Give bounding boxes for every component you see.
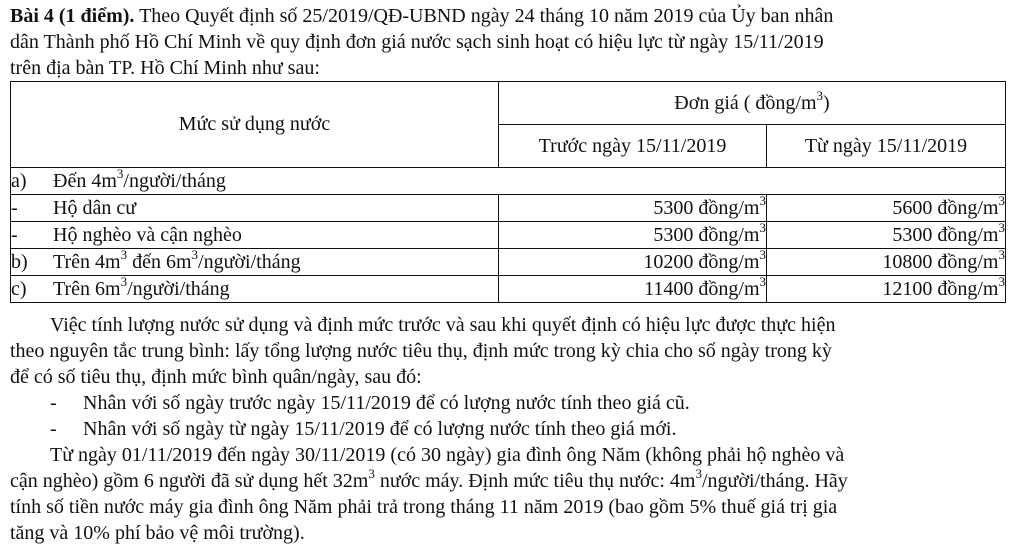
bullet-item: - Nhân với số ngày trước ngày 15/11/2019 để có lượng nước tính theo giá cũ. (50, 392, 690, 414)
intro-line-1: Theo Quyết định số 25/2019/QĐ-UBND ngày 24 tháng 10 năm 2019 của Ủy ban nhân (134, 5, 834, 27)
price-after: 5300 đồng/$m^3$ (767, 222, 1006, 249)
header-from-date: Từ ngày 15/11/2019 (767, 125, 1006, 168)
row-label: - Hộ dân cư (11, 195, 499, 222)
price-before: 10200 đồng/$m^3$ (499, 249, 767, 276)
intro-line-2: dân Thành phố Hồ Chí Minh về quy định đơn giá nước sạch sinh hoạt có hiệu lực từ ngày 15/11/2019 (10, 31, 824, 53)
price-before: 5300 đồng/$m^3$ (499, 222, 767, 249)
row-label: - Hộ nghèo và cận nghèo (11, 222, 499, 249)
paragraph-rules: Việc tính lượng nước sử dụng và định mức trước và sau khi quyết định có hiệu lực được thực hiện (50, 314, 836, 336)
row-label: b) Trên $4m^3$ đến $6m^3/người$/tháng (11, 249, 499, 276)
price-before: 5300 đồng/$m^3$ (499, 195, 767, 222)
problem-title: Bài 4 (1 điểm). (10, 5, 135, 27)
table-row (11, 249, 1006, 276)
table-row (11, 276, 1006, 303)
intro-line-3: trên địa bàn TP. Hồ Chí Minh như sau: (10, 57, 320, 79)
problem-body (10, 312, 1018, 546)
price-before: 11400 đồng/$m^3$ (499, 276, 767, 303)
bullet-item: - Nhân với số ngày từ ngày 15/11/2019 để có lượng nước tính theo giá mới. (50, 418, 677, 440)
problem-intro (10, 3, 1018, 81)
paragraph-question-cont: cận nghèo) gồm 6 người đã sử dụng hết $32m^3$ nước máy. Định mức tiêu thụ nước: $4m^3/người$/tháng. Hãy tính số tiền nước máy gia đình ông Năm phải trả trong tháng 11 năm 2019 (bao gồm 5% thuế giá trị gia tăng và 10% phí bảo vệ môi trường). (10, 466, 848, 544)
price-after: 12100 đồng/$m^3$ (767, 276, 1006, 303)
row-label: c) Trên $6m^3/người$/tháng (11, 276, 499, 303)
price-after: 5600 đồng/$m^3$ (767, 195, 1006, 222)
header-unit-price: Đơn giá ( đồng/$m^3$) (499, 82, 1006, 125)
price-after: 10800 đồng/$m^3$ (767, 249, 1006, 276)
header-before-date: Trước ngày 15/11/2019 (499, 125, 767, 168)
water-price-table (10, 81, 1006, 303)
row-label: a) Đến $4m^3/người$/tháng (11, 168, 1006, 195)
paragraph-rules-cont: theo nguyên tắc trung bình: lấy tổng lượng nước tiêu thụ, định mức trong kỳ chia cho số ngày trong kỳ để có số tiêu thụ, định mức bình quân/ngày, sau đó: (10, 340, 832, 388)
table-row (11, 222, 1006, 249)
table-row (11, 168, 1006, 195)
paragraph-question: Từ ngày 01/11/2019 đến ngày 30/11/2019 (có 30 ngày) gia đình ông Năm (không phải hộ nghèo và (50, 444, 845, 466)
table-row (11, 195, 1006, 222)
header-usage-level: Mức sử dụng nước (11, 82, 499, 168)
